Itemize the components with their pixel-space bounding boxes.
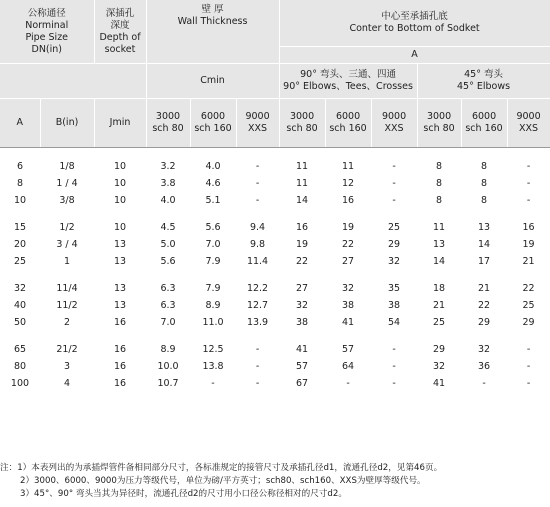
header-socket-depth: 深插孔 深度 Depth of socket xyxy=(94,0,146,64)
table-cell: 16 xyxy=(113,344,127,355)
table-cell: 4.5 xyxy=(160,222,176,233)
table-cell: 4.0 xyxy=(205,161,221,172)
table-cell: 13 xyxy=(113,239,127,250)
table-cell: 32 xyxy=(433,361,446,372)
header-45-elbows: 45° 弯头 45° Elbows xyxy=(417,64,550,99)
note-3: 3）45°、90° 弯头当其为异径时，流通孔径d2的尺寸用小口径公称径相对的尺寸d2。 xyxy=(20,489,347,499)
table-cell: 6.3 xyxy=(160,300,176,311)
table-cell: 10 xyxy=(113,178,127,189)
table-cell: - xyxy=(255,378,260,389)
table-cell: 10 xyxy=(113,161,127,172)
table-cell: 32 xyxy=(13,283,27,294)
header-spacer xyxy=(0,64,146,99)
table-cell: 41 xyxy=(433,378,446,389)
table-cell: 6 xyxy=(16,161,24,172)
table-cell: 8 xyxy=(436,161,443,172)
table-cell: 41 xyxy=(342,317,355,328)
table-cell: 14 xyxy=(296,195,309,206)
table-cell: 22 xyxy=(478,300,491,311)
table-cell: 8 xyxy=(436,178,443,189)
table-cell: 7.9 xyxy=(205,256,221,267)
table-cell: 18 xyxy=(433,283,446,294)
table-row xyxy=(0,358,550,375)
table-cell: - xyxy=(255,361,260,372)
table-cell: 21/2 xyxy=(56,344,78,355)
col-90-6000: 6000 sch 160 xyxy=(325,99,371,148)
table-cell: 29 xyxy=(478,317,491,328)
table-cell: - xyxy=(255,195,260,206)
table-cell: 13 xyxy=(478,222,491,233)
table-cell: - xyxy=(392,161,396,172)
table-cell: 22 xyxy=(342,239,355,250)
header-nominal-size: 公称通径 Norminal Pipe Size DN(in) xyxy=(0,0,94,64)
table-cell: 5.1 xyxy=(205,195,221,206)
table-cell: 8 xyxy=(436,195,443,206)
table-cell: 54 xyxy=(388,317,401,328)
table-cell: 8 xyxy=(481,161,488,172)
table-row xyxy=(0,148,550,176)
table-cell: 67 xyxy=(296,378,309,389)
table-cell: 100 xyxy=(10,378,30,389)
table-cell: 64 xyxy=(342,361,355,372)
table-cell: 40 xyxy=(13,300,27,311)
table-cell: 29 xyxy=(433,344,446,355)
table-cell: 15 xyxy=(13,222,27,233)
col-jmin: Jmin xyxy=(94,99,146,148)
table-cell: 4 xyxy=(63,378,71,389)
table-cell: - xyxy=(255,178,260,189)
table-row xyxy=(0,209,550,236)
col-45-3000: 3000 sch 80 xyxy=(417,99,461,148)
table-cell: 32 xyxy=(388,256,401,267)
table-cell: 27 xyxy=(296,283,309,294)
table-cell: 9.8 xyxy=(249,239,266,250)
table-cell: 10 xyxy=(113,195,127,206)
table-cell: - xyxy=(211,378,215,389)
table-row xyxy=(0,314,550,331)
table-cell: 57 xyxy=(342,344,355,355)
table-cell: 11 xyxy=(296,161,309,172)
table-cell: 25 xyxy=(13,256,27,267)
table-cell: - xyxy=(526,378,531,389)
table-cell: 13 xyxy=(113,283,127,294)
col-cmin-6000: 6000 sch 160 xyxy=(190,99,236,148)
table-cell: 35 xyxy=(388,283,401,294)
table-cell: 10 xyxy=(13,195,27,206)
table-cell: 32 xyxy=(478,344,491,355)
table-cell: - xyxy=(526,195,531,206)
table-cell: 65 xyxy=(13,344,27,355)
table-cell: 25 xyxy=(388,222,401,233)
table-cell: 11 xyxy=(342,161,355,172)
table-cell: 25 xyxy=(522,300,535,311)
table-cell: 4.0 xyxy=(160,195,176,206)
table-body xyxy=(0,148,550,393)
col-45-6000: 6000 sch 160 xyxy=(461,99,507,148)
table-cell: 29 xyxy=(388,239,401,250)
table-cell: 13.9 xyxy=(246,317,269,328)
col-90-9000: 9000 XXS xyxy=(371,99,417,148)
table-cell: 22 xyxy=(296,256,309,267)
table-cell: 3.2 xyxy=(160,161,176,172)
table-row xyxy=(0,253,550,270)
table-cell: 11.4 xyxy=(246,256,269,267)
table-cell: 14 xyxy=(478,239,491,250)
table-cell: 8.9 xyxy=(205,300,221,311)
table-cell: 16 xyxy=(296,222,309,233)
table-cell: 11/2 xyxy=(56,300,78,311)
table-cell: 32 xyxy=(296,300,309,311)
table-cell: 57 xyxy=(296,361,309,372)
header-a: A xyxy=(279,47,550,64)
header-90-elbows: 90° 弯头、三通、四通 90° Elbows、Tees、Crosses xyxy=(279,64,417,99)
table-cell: 4.6 xyxy=(205,178,221,189)
table-cell: 1 / 4 xyxy=(56,178,78,189)
table-cell: 32 xyxy=(342,283,355,294)
table-row xyxy=(0,175,550,192)
table-cell: - xyxy=(526,161,531,172)
table-cell: 3 / 4 xyxy=(56,239,78,250)
table-cell: 27 xyxy=(342,256,355,267)
table-cell: - xyxy=(482,378,486,389)
table-cell: 1 xyxy=(63,256,71,267)
table-cell: 19 xyxy=(522,239,535,250)
table-cell: - xyxy=(346,378,350,389)
table-row xyxy=(0,192,550,209)
table-row xyxy=(0,297,550,314)
table-cell: 16 xyxy=(113,361,127,372)
table-cell: 2 xyxy=(63,317,71,328)
table-cell: 12 xyxy=(342,178,355,189)
table-cell: 16 xyxy=(113,378,127,389)
table-cell: 7.9 xyxy=(205,283,221,294)
table-cell: 80 xyxy=(13,361,27,372)
table-cell: 21 xyxy=(522,256,535,267)
table-cell: 11 xyxy=(433,222,446,233)
table-cell: 16 xyxy=(522,222,535,233)
table-cell: - xyxy=(255,161,260,172)
col-45-9000: 9000 XXS xyxy=(507,99,550,148)
table-cell: 20 xyxy=(13,239,27,250)
table-cell: 13 xyxy=(113,300,127,311)
table-cell: 5.0 xyxy=(160,239,176,250)
table-cell: 41 xyxy=(296,344,309,355)
notes xyxy=(0,462,550,501)
table-cell: 36 xyxy=(478,361,491,372)
table-cell: 16 xyxy=(113,317,127,328)
table-cell: - xyxy=(392,178,396,189)
table-cell: 14 xyxy=(433,256,446,267)
table-cell: 12.7 xyxy=(246,300,269,311)
table-row xyxy=(0,270,550,297)
header-cmin: Cmin xyxy=(146,64,279,99)
table-cell: 11 xyxy=(296,178,309,189)
table-cell: 11/4 xyxy=(56,283,78,294)
table-cell: 29 xyxy=(522,317,535,328)
table-cell: - xyxy=(526,178,531,189)
table-cell: 10.7 xyxy=(157,378,179,389)
table-cell: 19 xyxy=(342,222,355,233)
table-cell: 38 xyxy=(388,300,401,311)
table-cell: 21 xyxy=(478,283,491,294)
header-wall-thickness: 壁 厚 Wall Thickness xyxy=(146,0,279,64)
table-cell: - xyxy=(526,361,531,372)
table-cell: - xyxy=(255,344,260,355)
table-cell: 1/8 xyxy=(59,161,75,172)
table-cell: 13 xyxy=(433,239,446,250)
table-row xyxy=(0,375,550,392)
col-90-3000: 3000 sch 80 xyxy=(279,99,325,148)
table-cell: 10 xyxy=(113,222,127,233)
table-cell: 21 xyxy=(433,300,446,311)
table-cell: 5.6 xyxy=(205,222,221,233)
table-cell: - xyxy=(526,344,531,355)
table-cell: 8 xyxy=(481,195,488,206)
table-cell: 38 xyxy=(342,300,355,311)
col-cmin-3000: 3000 sch 80 xyxy=(146,99,190,148)
table-cell: 16 xyxy=(342,195,355,206)
col-a: A xyxy=(0,99,40,148)
table-cell: 13 xyxy=(113,256,127,267)
table-cell: 8 xyxy=(481,178,488,189)
table-cell: 38 xyxy=(296,317,309,328)
table-cell: 22 xyxy=(522,283,535,294)
table-cell: 19 xyxy=(296,239,309,250)
table-cell: 3.8 xyxy=(160,178,176,189)
table-cell: 6.3 xyxy=(160,283,176,294)
table-cell: - xyxy=(392,361,396,372)
table-cell: 13.8 xyxy=(202,361,224,372)
table-cell: - xyxy=(392,378,396,389)
table-cell: 1/2 xyxy=(59,222,75,233)
table-cell: 5.6 xyxy=(160,256,176,267)
table-cell: 25 xyxy=(433,317,446,328)
table-cell: 12.2 xyxy=(246,283,269,294)
table-cell: 10.0 xyxy=(157,361,179,372)
table-cell: 3/8 xyxy=(59,195,75,206)
note-1: 注：1）本表列出的为承插焊管件备相同部分尺寸，各标准规定的接管尺寸及承插孔径d1，流通孔径d2，见第46页。 xyxy=(0,463,443,473)
table-cell: 8.9 xyxy=(160,344,176,355)
table-cell: 3 xyxy=(63,361,71,372)
table-row xyxy=(0,236,550,253)
table-cell: - xyxy=(392,195,396,206)
table-cell: 12.5 xyxy=(202,344,224,355)
col-b-in: B(in) xyxy=(40,99,94,148)
col-cmin-9000: 9000 XXS xyxy=(236,99,279,148)
table-cell: 7.0 xyxy=(205,239,221,250)
table-cell: 50 xyxy=(13,317,27,328)
table-cell: 17 xyxy=(478,256,491,267)
table-cell: 11.0 xyxy=(202,317,224,328)
table-cell: 9.4 xyxy=(249,222,266,233)
table-cell: - xyxy=(392,344,396,355)
header-center-to-bottom: 中心至承插孔底 Conter to Bottom of Sodket xyxy=(279,0,550,47)
table-cell: 8 xyxy=(16,178,24,189)
note-2: 2）3000、6000、9000为压力等级代号，单位为磅/平方英寸；sch80、sch160、XXS为壁厚等级代号。 xyxy=(20,476,426,486)
table-cell: 7.0 xyxy=(160,317,176,328)
table-row xyxy=(0,331,550,358)
